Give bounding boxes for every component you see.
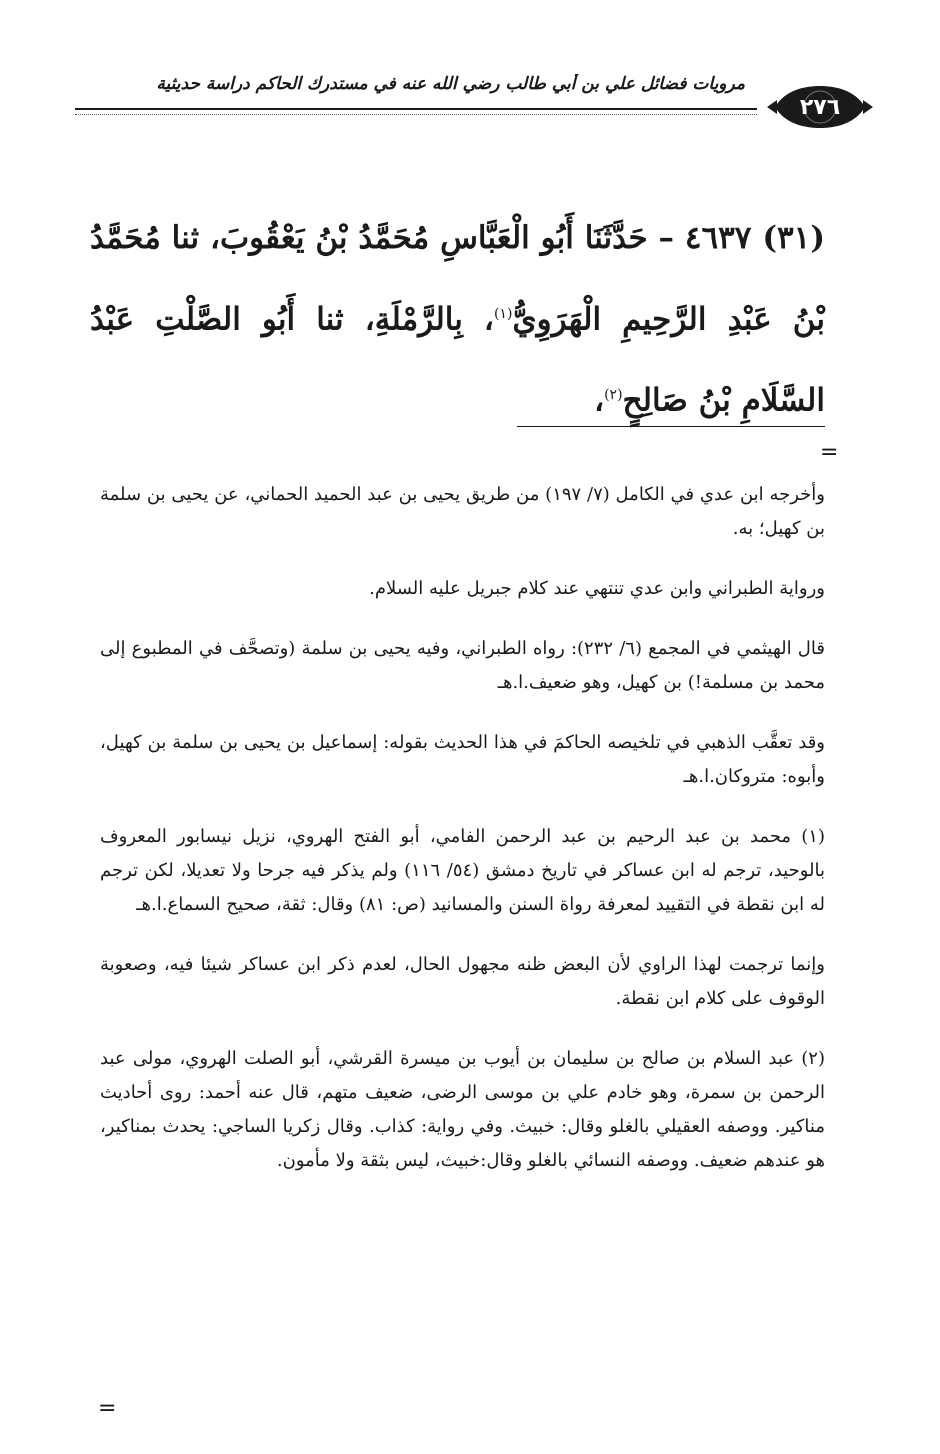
footnote-paragraph: قال الهيثمي في المجمع (٦/ ٢٣٢): رواه الطبراني، وفيه يحيى بن سلمة (وتصحَّف في المطبوع إلى محمد بن مسلمة!) بن كهيل، وهو ضعيف.ا.هـ [100, 638, 825, 693]
header-rule [75, 108, 757, 110]
footnote-divider [517, 426, 825, 427]
hadith-line-1: (٣١) ٤٦٣٧ – حَدَّثَنَا أَبُو الْعَبَّاسِ مُحَمَّدُ بْنُ يَعْقُوبَ، ثنا مُحَمَّدُ بْنُ عَبْدِ [90, 220, 825, 338]
hadith-line-2a: الرَّحِيمِ الْهَرَوِيُّ [512, 301, 707, 338]
footnote-ref-1: (١) [493, 306, 513, 322]
footnote-paragraph: وإنما ترجمت لهذا الراوي لأن البعض ظنه مجهول الحال، لعدم ذكر ابن عساكر شيئا فيه، وصعوبة الوقوف على كلام ابن نقطة. [100, 954, 825, 1009]
footnote-paragraph: وأخرجه ابن عدي في الكامل (٧/ ١٩٧) من طريق يحيى بن عبد الحميد الحماني، عن يحيى بن سلمة بن كهيل؛ به. [100, 484, 825, 539]
footnote-2: (٢) عبد السلام بن صالح بن سليمان بن أيوب بن ميسرة القرشي، أبو الصلت الهروي، مولى عبد الرحمن بن سمرة، وهو خادم علي بن موسى الرضى، ضعيف متهم، قال عنه أحمد: روى أحاديث مناكير. ووصفه العقيلي بالغلو وقال: خبيث. وفي رواية: كذاب. وقال زكريا الساجي: يحدث بمناكير، هو عندهم ضعيف. ووصفه النسائي بالغلو وقال:خبيث، ليس بثقة ولا مأمون. [100, 1048, 825, 1171]
hadith-text [90, 200, 825, 439]
continuation-mark-bottom: = [98, 1396, 117, 1421]
footnote-ref-2: (٢) [604, 387, 623, 404]
header-rule-dotted [75, 114, 757, 115]
running-title: مرويات فضائل علي بن أبي طالب رضي الله عنه في مستدرك الحاكم دراسة حديثية [156, 74, 745, 94]
page-header [75, 62, 875, 132]
footnote-paragraph: ورواية الطبراني وابن عدي تنتهي عند كلام جبريل عليه السلام. [369, 578, 825, 599]
continuation-mark-top: = [820, 440, 839, 465]
footnote-paragraph: وقد تعقَّب الذهبي في تلخيصه الحاكمَ في هذا الحديث بقوله: إسماعيل بن يحيى بن سلمة بن كهيل، وأبوه: متروكان.ا.هـ [100, 732, 825, 787]
hadith-line-2b: ، بِالرَّمْلَةِ، ثنا أَبُو الصَّلْتِ عَبْدُ السَّلَامِ بْنُ صَالِحٍ [90, 301, 825, 419]
hadith-line-2c: ، [594, 382, 605, 419]
footnote-1: (١) محمد بن عبد الرحيم بن عبد الرحمن الفامي، أبو الفتح الهروي، نزيل نيسابور المعروف بالوحيد، ترجم له ابن عساكر في تاريخ دمشق (٥٤/ ١١٦) ولم يذكر فيه جرحا ولا تعديلا، لكن ترجم له ابن نقطة في التقييد لمعرفة رواة السنن والمسانيد (ص: ٨١) وقال: ثقة، صحيح السماع.ا.هـ [100, 826, 825, 915]
footnotes [100, 478, 825, 1204]
page-number: ٢٧٦ [799, 94, 841, 120]
page-number-badge [765, 82, 875, 132]
